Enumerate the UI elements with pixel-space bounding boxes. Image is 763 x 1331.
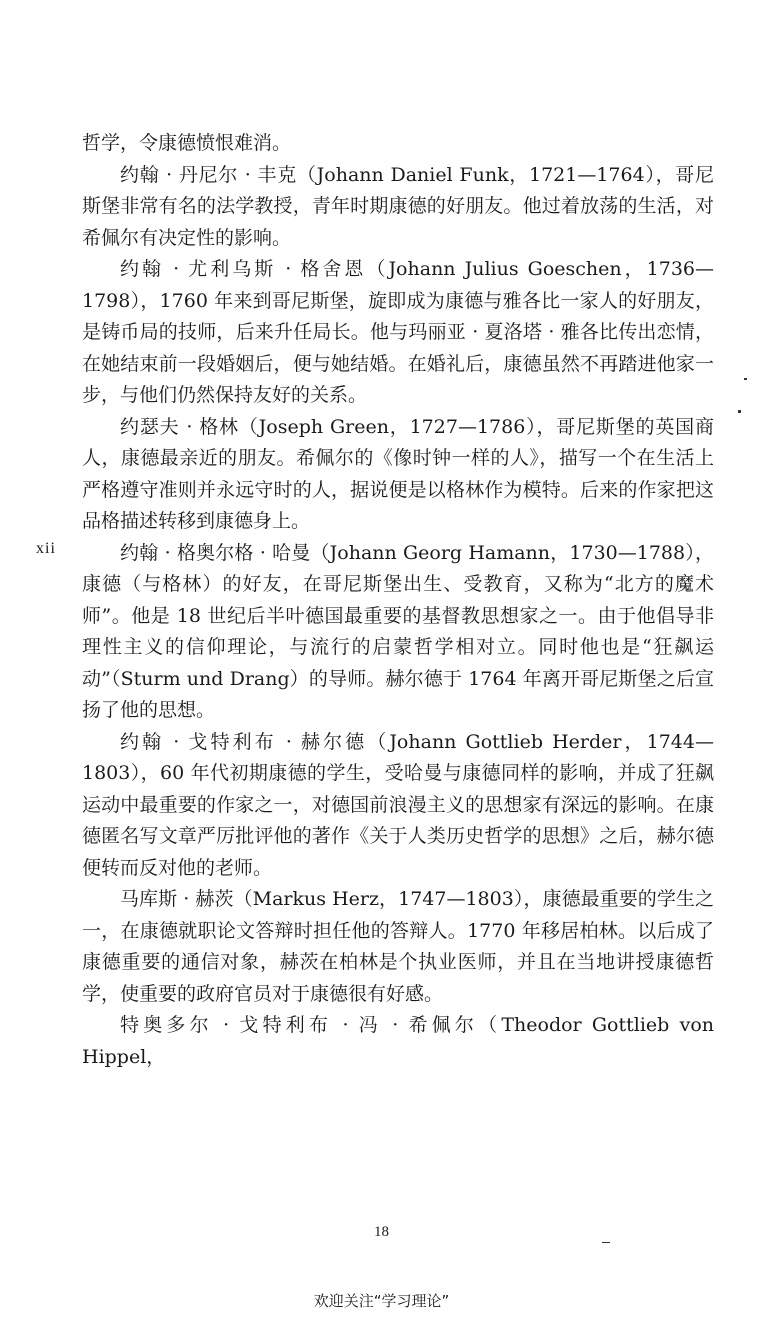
paragraph-green: 约瑟夫 · 格林（Joseph Green，1727—1786），哥尼斯堡的英国商人，康德最亲近的朋友。希佩尔的《像时钟一样的人》，描写一个在生活上严格遵守准则并永远守时的人，据说便是以格林作为模特。后来的作家把这品格描述转移到康德身上。: [82, 415, 714, 532]
footer-note: 欢迎关注“学习理论”: [313, 1292, 450, 1310]
margin-page-marker: xii: [36, 540, 56, 557]
paragraph-goeschen: 约翰 · 尤利乌斯 · 格舍恩（Johann Julius Goeschen，1736—1798），1760 年来到哥尼斯堡，旋即成为康德与雅各比一家人的好朋友，是铸币局的技师，后来升任局长。他与玛丽亚 · 夏洛塔 · 雅各比传出恋情，在她结束前一段婚姻后，便与她结婚。在婚礼后，康德虽然不再踏进他家一步，与他们仍然保持友好的关系。: [82, 258, 714, 406]
paragraph-hamann: 约翰 · 格奥尔格 · 哈曼（Johann Georg Hamann，1730—1788），康德（与格林）的好友，在哥尼斯堡出生、受教育，又称为“北方的魔术师”。他是 18 世纪后半叶德国最重要的基督教思想家之一。由于他倡导非理性主义的信仰理论，与流行的启蒙哲学相对立。同时他也是“狂飙运动”（Sturm und Drang）的导师。赫尔德于 1764 年离开哥尼斯堡之后宣扬了他的思想。: [82, 541, 714, 721]
paragraph-hippel: 特奥多尔 · 戈特利布 · 冯 · 希佩尔（Theodor Gottlieb von Hippel，: [82, 1014, 714, 1068]
page-number: 18: [374, 1224, 389, 1240]
body-text: [82, 128, 714, 1073]
scan-artifact: [744, 378, 747, 380]
paragraph-herz: 马库斯 · 赫茨（Markus Herz，1747—1803），康德最重要的学生之一，在康德就职论文答辩时担任他的答辩人。1770 年移居柏林。以后成了康德重要的通信对象，赫茨在柏林是个执业医师，并且在当地讲授康德哲学，使重要的政府官员对于康德很有好感。: [82, 888, 714, 1005]
scan-artifact: [602, 1242, 610, 1243]
paragraph-continuation: 哲学，令康德愤恨难消。: [82, 132, 292, 154]
paragraph-herder: 约翰 · 戈特利布 · 赫尔德（Johann Gottlieb Herder，1744—1803），60 年代初期康德的学生，受哈曼与康德同样的影响，并成了狂飙运动中最重要的作家之一，对德国前浪漫主义的思想家有深远的影响。在康德匿名写文章严厉批评他的著作《关于人类历史哲学的思想》之后，赫尔德便转而反对他的老师。: [82, 730, 714, 879]
scan-artifact: [738, 410, 741, 413]
paragraph-funk: 约翰 · 丹尼尔 · 丰克（Johann Daniel Funk，1721—1764），哥尼斯堡非常有名的法学教授，青年时期康德的好朋友。他过着放荡的生活，对希佩尔有决定性的影响。: [82, 163, 714, 249]
